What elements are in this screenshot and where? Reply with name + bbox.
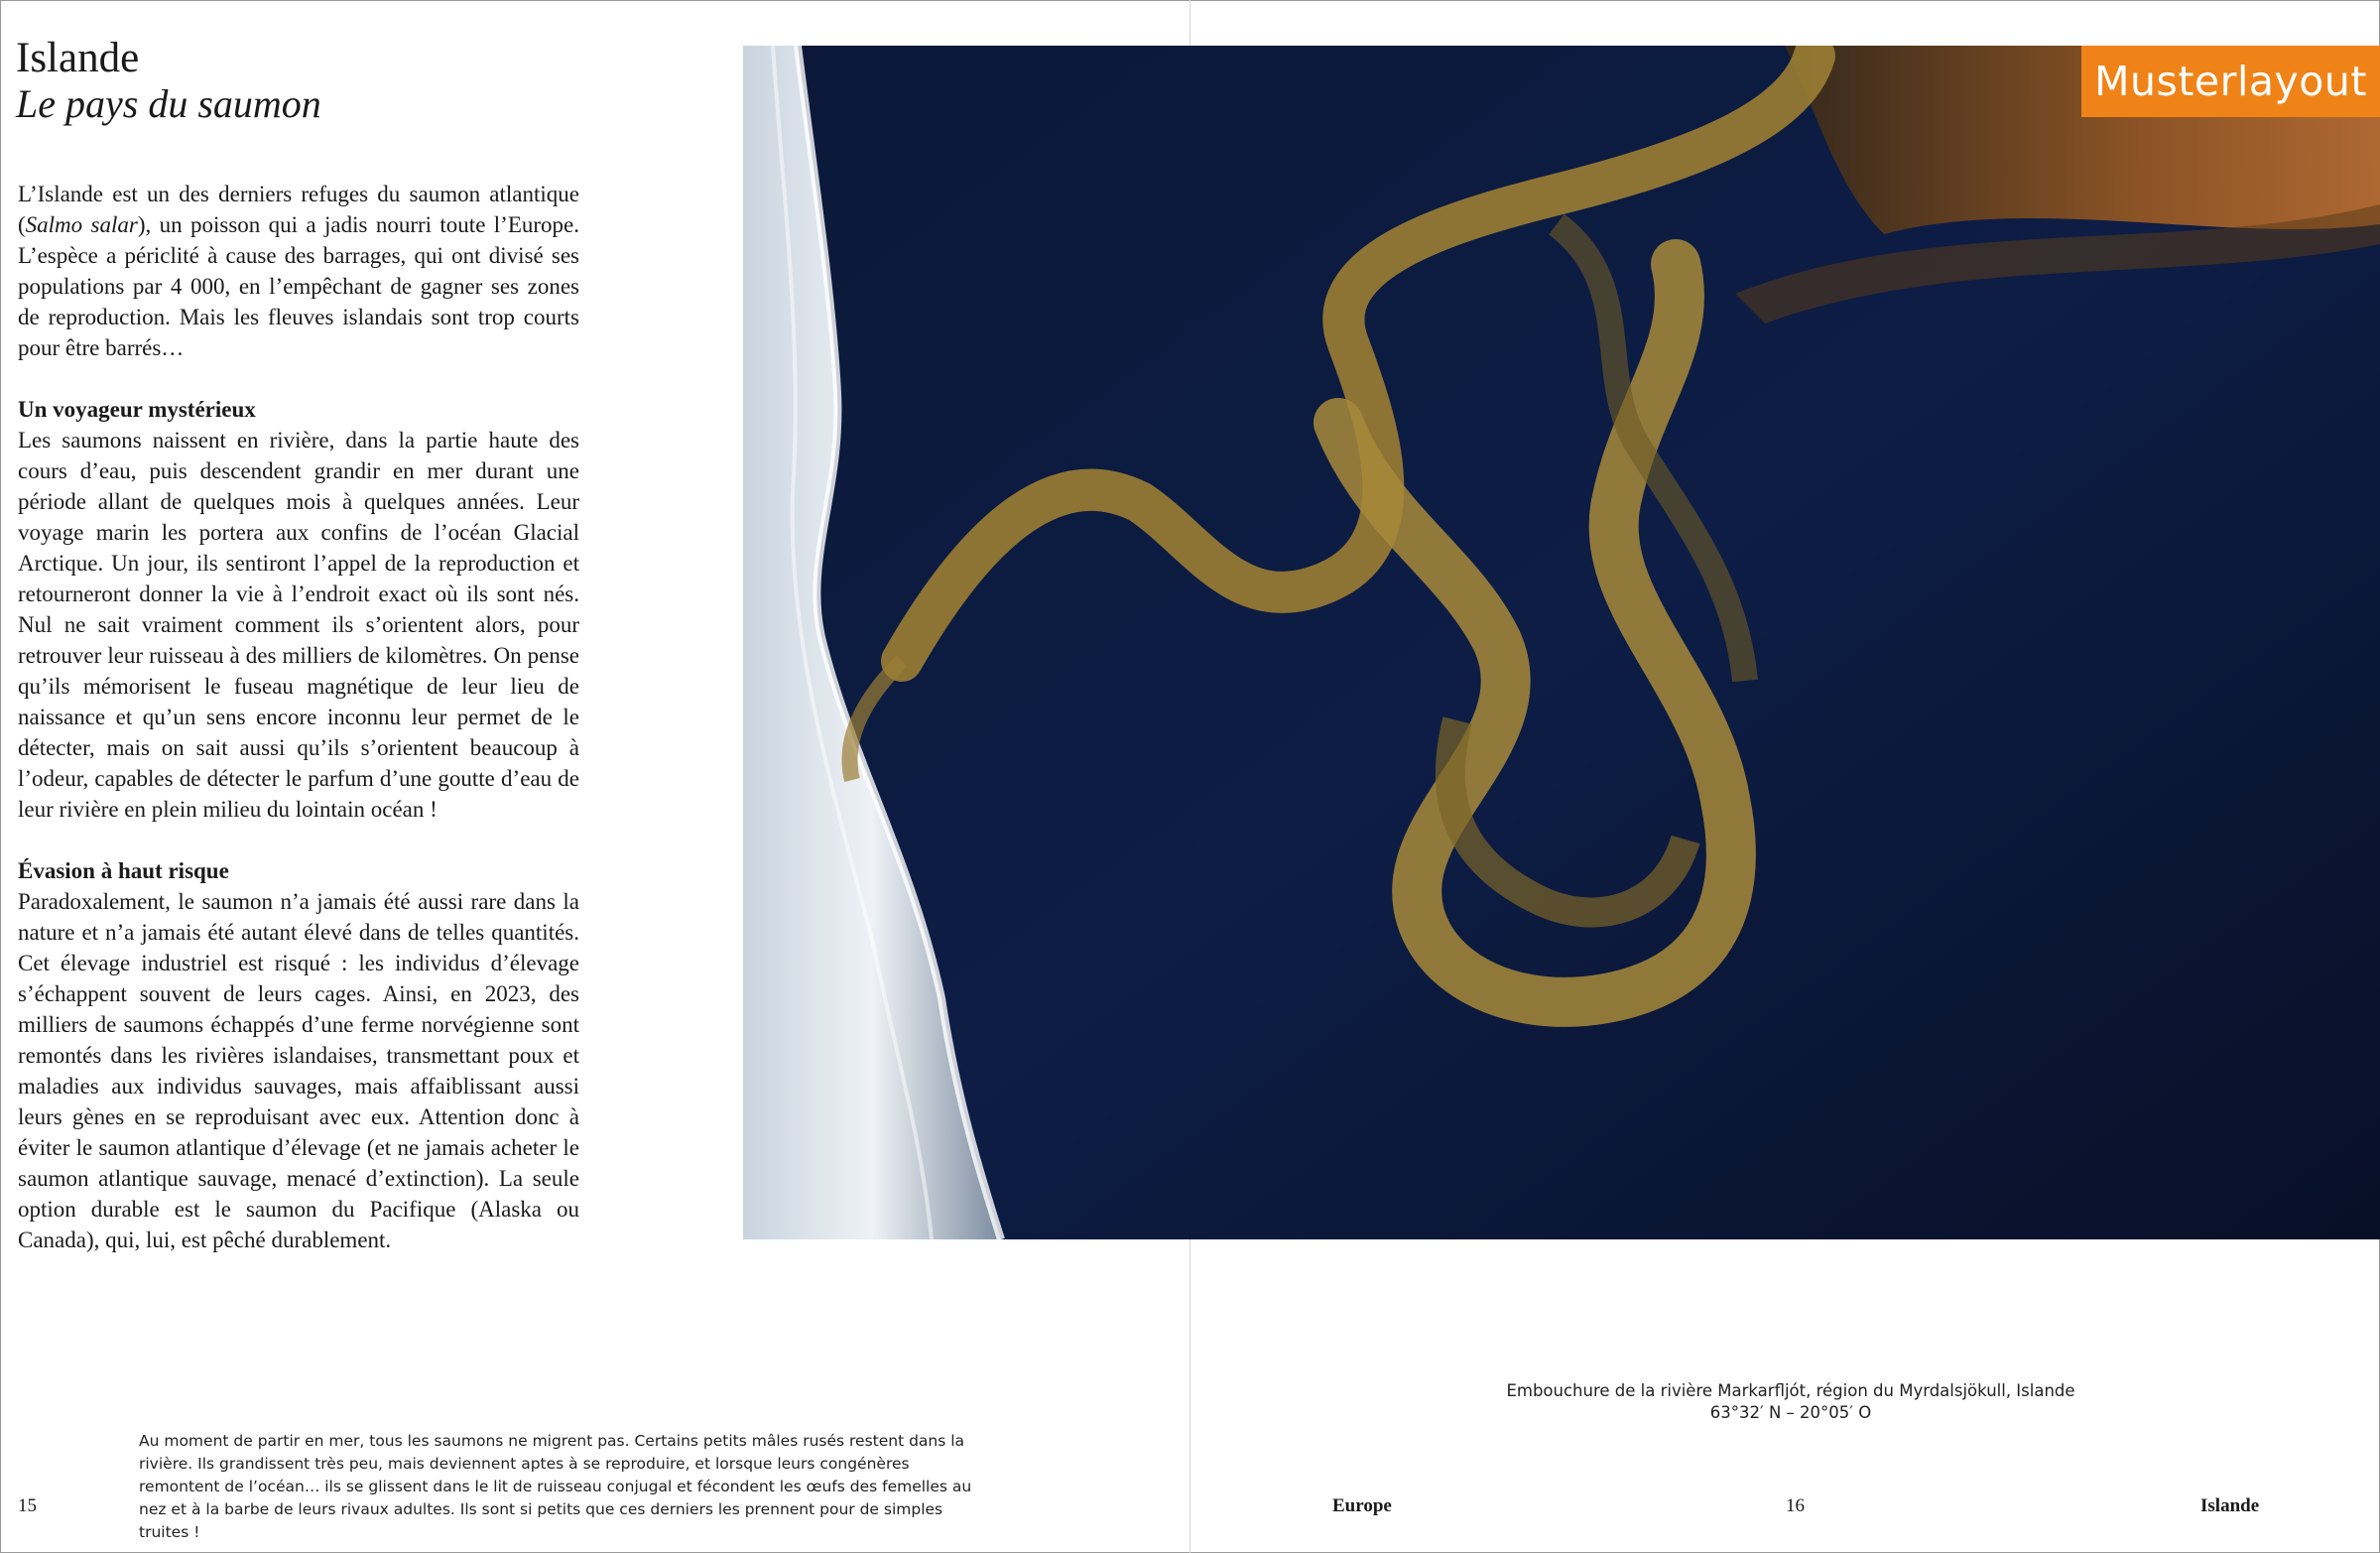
- caption-coordinates: 63°32′ N – 20°05′ O: [1709, 1403, 1872, 1422]
- footer-section-left: Europe: [1332, 1495, 1392, 1516]
- page-title: Islande: [16, 35, 140, 81]
- intro-paragraph: [18, 179, 579, 363]
- section-heading-1: Un voyageur mystérieux: [18, 397, 256, 422]
- title-block: [16, 36, 710, 127]
- watermark-badge: Musterlayout: [2081, 46, 2380, 117]
- page-subtitle: Le pays du saumon: [16, 81, 321, 126]
- intro-text-2: ), un poisson qui a jadis nourri toute l’Europe. L’espèce a périclité à cause des barrages, qui ont divisé ses populations par 4 000, en l’empêchant de gagner ses zones de reproduction. Mais les fleuves islandais sont trop courts pour être barrés…: [18, 212, 579, 360]
- intro-text-1: L’Islande est un des derniers refuges du saumon atlantique (: [18, 182, 579, 237]
- section-heading-2: Évasion à haut risque: [18, 858, 229, 883]
- footer-section-right: Islande: [2200, 1495, 2260, 1516]
- photo-caption: [1468, 1380, 2113, 1424]
- footnote: Au moment de partir en mer, tous les saumons ne migrent pas. Certains petits mâles rusés restent dans la rivière. Ils grandissent très peu, mais deviennent aptes à se reproduire, et lorsque leurs congénères remontent de l’océan… ils se glissent dans le lit de ruisseau conjugal et fécondent les œufs des femelles au nez et à la barbe de leurs rivaux adultes. Ils sont si petits que ces derniers les prennent pour de simples truites !: [139, 1432, 972, 1541]
- caption-location: Embouchure de la rivière Markarfljót, région du Myrdalsjökull, Islande: [1506, 1381, 2075, 1400]
- section-text-2: Paradoxalement, le saumon n’a jamais été aussi rare dans la nature et n’a jamais été autant élevé dans de telles quantités. Cet élevage industriel est risqué : les individus d’élevage s’échappent souvent de leurs cages. Ainsi, en 2023, des milliers de saumons échappés d’une ferme norvégienne sont remontés dans les rivières islandaises, transmettant poux et maladies aux individus sauvages, mais affaiblissant aussi leurs gènes en se reproduisant avec eux. Attention donc à éviter le saumon atlantique d’élevage (et ne jamais acheter le saumon atlantique sauvage, menacé d’extinction). La seule option durable est le saumon du Pacifique (Alaska ou Canada), qui, lui, est pêché durablement.: [18, 889, 579, 1252]
- article-body: [18, 179, 579, 1255]
- paragraph-gap: [18, 825, 579, 855]
- species-name: Salmo salar: [25, 212, 138, 237]
- river-delta-illustration: [743, 46, 2380, 1239]
- paragraph-gap: [18, 363, 579, 394]
- section-text-1: Les saumons naissent en rivière, dans la partie haute des cours d’eau, puis descendent grandir en mer durant une période allant de quelques mois à quelques années. Leur voyage marin les portera aux confins de l’océan Glacial Arctique. Un jour, ils sentiront l’appel de la reproduction et retourneront donner la vie à l’endroit exact où ils sont nés. Nul ne sait vraiment comment ils s’orientent alors, pour retrouver leur ruisseau à des milliers de kilomètres. On pense qu’ils mémorisent le fuseau magnétique de leur lieu de naissance et qu’un sens encore inconnu leur permet de le détecter, mais on sait aussi qu’ils s’orientent beaucoup à l’odeur, capables de détecter le parfum d’une goutte d’eau de leur rivière en plein milieu du lointain océan !: [18, 428, 579, 822]
- page-number-left: 15: [18, 1495, 37, 1516]
- aerial-river-photo: [743, 46, 2380, 1239]
- page-number-right: 16: [1786, 1495, 1805, 1516]
